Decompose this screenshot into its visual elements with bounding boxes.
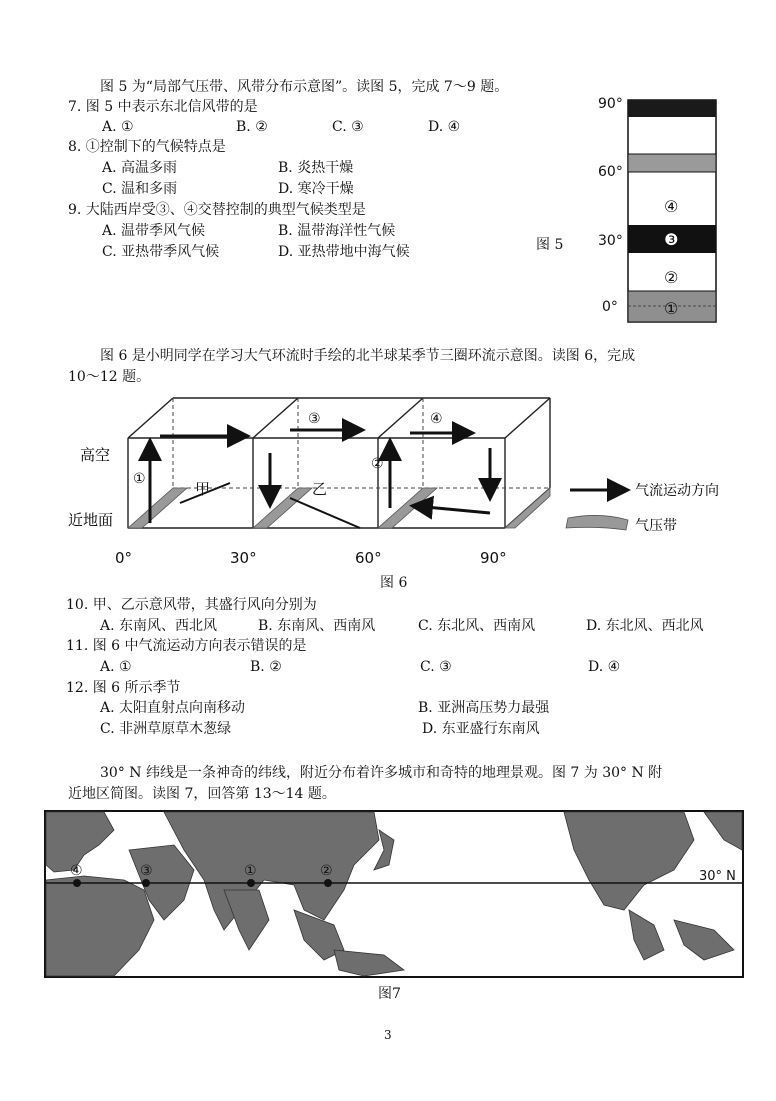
page-number: 3 [384,1028,392,1042]
q9-option-d[interactable]: D. 亚热带地中海气候 [278,244,410,260]
fig7-intro-line2: 近地区简图。读图 7，回答第 13～14 题。 [68,786,336,802]
fig6-lat-30: 30° [230,549,257,567]
fig5-lat-60: 60° [598,164,623,180]
q10-option-b[interactable]: B. 东南风、西南风 [258,618,376,634]
fig6-lat-90: 90° [480,549,507,567]
q9-option-b[interactable]: B. 温带海洋性气候 [278,223,396,239]
fig6-box [128,398,550,528]
fig5-label-4: ④ [664,197,679,216]
fig5-band-polar-high [628,100,716,117]
fig7-parallel-label: 30° N [699,869,736,884]
fig6-lat-60: 60° [355,549,382,567]
fig6-label-high: 高空 [80,446,111,464]
fig5-lat-90: 90° [598,96,623,112]
fig6-legend-belt-icon [566,515,628,530]
q9-stem: 9. 大陆西岸受③、④交替控制的典型气候类型是 [68,202,366,218]
q8-option-d[interactable]: D. 寒冷干燥 [278,181,354,197]
q8-option-b[interactable]: B. 炎热干燥 [278,160,354,176]
fig7-intro-line1: 30° N 纬线是一条神奇的纬线，附近分布着许多城市和奇特的地理景观。图 7 为 30° N 附 [100,765,663,781]
q7-option-d[interactable]: D. ④ [428,119,461,135]
fig6-label-1: ① [133,471,146,487]
q8-option-a[interactable]: A. 高温多雨 [102,160,178,176]
q11-option-d[interactable]: D. ④ [588,659,621,675]
q7-stem: 7. 图 5 中表示东北信风带的是 [68,99,258,115]
fig6-lat-0: 0° [115,549,133,567]
fig6-label-4: ④ [430,411,443,427]
q11-option-c[interactable]: C. ③ [420,659,452,675]
q7-option-b[interactable]: B. ② [236,119,268,135]
fig7-map [44,810,744,978]
fig6-caption: 图 6 [380,575,408,591]
q10-option-d[interactable]: D. 东北风、西北风 [586,618,704,634]
q8-stem: 8. ①控制下的气候特点是 [68,139,226,155]
fig5-lat-labels [598,96,623,315]
fig6-label-ground: 近地面 [68,511,114,529]
q7-option-c[interactable]: C. ③ [332,119,364,135]
fig5-diagram [590,90,730,330]
fig5-label-2: ② [664,268,679,287]
q9-option-c[interactable]: C. 亚热带季风气候 [102,244,220,260]
q12-option-c[interactable]: C. 非洲草原草木葱绿 [100,721,232,737]
fig6-label-2: ② [371,456,384,472]
q9-option-a[interactable]: A. 温带季风气候 [102,223,206,239]
fig6-diagram [60,388,740,588]
fig5-lat-30: 30° [598,233,623,249]
fig5-label-3: ❸ [664,230,679,249]
fig5-band-subpolar-low [628,154,716,172]
q8-option-c[interactable]: C. 温和多雨 [102,181,178,197]
fig6-label-3: ③ [308,411,321,427]
fig6-legend-flow: 气流运动方向 [635,483,719,499]
q12-stem: 12. 图 6 所示季节 [66,680,181,696]
fig6-intro-line2: 10～12 题。 [68,369,151,385]
q11-option-a[interactable]: A. ① [100,659,132,675]
fig6-belt-jia: 甲 [195,480,211,498]
fig7-marker-4: ④ [70,863,83,879]
fig6-intro-line1: 图 6 是小明同学在学习大气环流时手绘的北半球某季节三圈环流示意图。读图 6，完成 [100,348,636,364]
q12-option-d[interactable]: D. 东亚盛行东南风 [422,721,540,737]
fig6-pressure-belts [128,488,550,528]
fig7-caption: 图7 [378,986,401,1002]
fig6-legend-belt: 气压带 [635,518,677,534]
q7-option-a[interactable]: A. ① [102,119,134,135]
fig7-marker-1: ① [244,863,257,879]
fig5-intro: 图 5 为“局部气压带、风带分布示意图”。读图 5，完成 7～9 题。 [100,79,509,95]
q12-option-a[interactable]: A. 太阳直射点向南移动 [100,700,246,716]
q11-stem: 11. 图 6 中气流运动方向表示错误的是 [66,638,307,654]
fig6-flow-arrows [150,430,490,523]
fig5-label-1: ① [664,299,679,318]
q10-stem: 10. 甲、乙示意风带，其盛行风向分别为 [66,597,317,613]
q10-option-a[interactable]: A. 东南风、西北风 [100,618,218,634]
fig7-marker-3: ③ [140,863,153,879]
q12-option-b[interactable]: B. 亚洲高压势力最强 [418,700,550,716]
q10-option-c[interactable]: C. 东北风、西南风 [418,618,536,634]
q11-option-b[interactable]: B. ② [250,659,282,675]
fig5-caption: 图 5 [536,237,564,253]
fig7-marker-2: ② [320,863,333,879]
fig6-belt-yi: 乙 [312,480,328,498]
fig6-lat-labels [115,549,507,567]
fig5-lat-0: 0° [602,299,618,315]
